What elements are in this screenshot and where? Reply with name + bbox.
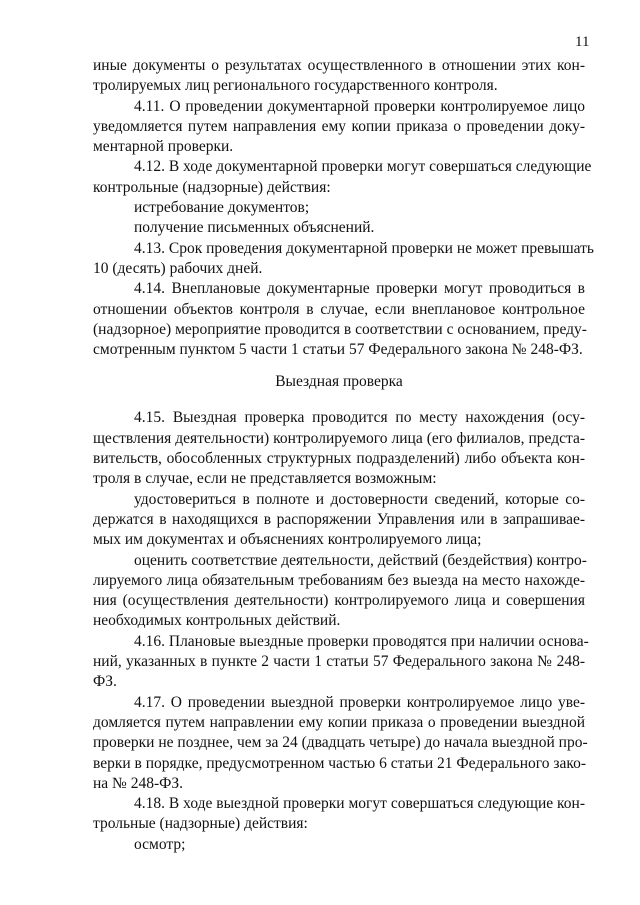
text-line: смотренным пунктом 5 части 1 статьи 57 Федерального закона № 248-ФЗ. [93, 341, 583, 359]
text-line: необходимых контрольных действий. [93, 612, 341, 630]
text-line: иные документы о результатах осуществленного в отношении этих кон- [93, 57, 585, 74]
text-line: ний, указанных в пункте 2 части 1 статьи 57 Федерального закона № 248- [93, 653, 585, 671]
text-line: ФЗ. [93, 673, 117, 691]
text-line: уведомляется путем направления ему копии приказа о проведении доку- [93, 117, 585, 135]
text-line: мых им документах и объяснениях контролируемого лица; [93, 531, 482, 549]
text-line: верки в порядке, предусмотренном частью 6 статьи 21 Федерального зако- [93, 754, 586, 772]
document-body [93, 56, 594, 855]
text-line: 4.11. О проведении документарной проверки контролируемое лицо [134, 97, 585, 115]
text-line: тролируемых лиц регионального государственного контроля. [93, 77, 498, 95]
text-line: проверки не позднее, чем за 24 (двадцать четыре) до начала выездной про- [93, 734, 588, 752]
page-number: 11 [575, 34, 590, 50]
text-line: лируемого лица обязательным требованиям без выезда на место нахожде- [93, 571, 585, 589]
text-line: отношении объектов контроля в случае, если внеплановое контрольное [93, 300, 585, 318]
text-line: 4.18. В ходе выездной проверки могут совершаться следующие кон- [134, 795, 585, 813]
text-line: вительств, обособленных структурных подразделений) либо объекта кон- [93, 450, 585, 468]
text-line: ния (осуществления деятельности) контролируемого лица и совершения [93, 592, 585, 610]
text-line: 4.14. Внеплановые документарные проверки могут проводиться в [134, 280, 585, 298]
text-line: 10 (десять) рабочих дней. [93, 259, 263, 277]
text-line: трольные (надзорные) действия: [93, 815, 308, 833]
text-line: осмотр; [134, 835, 186, 853]
text-line: 4.17. О проведении выездной проверки контролируемое лицо уве- [134, 693, 585, 711]
text-line: домляется путем направлении ему копии приказа о проведении выездной [93, 713, 585, 731]
text-line: троля в случае, если не представляется возможным: [93, 470, 437, 488]
text-line: оценить соответствие деятельности, действий (бездействия) контро- [134, 551, 587, 569]
text-line: истребование документов; [134, 199, 310, 217]
text-line: ментарной проверки. [93, 138, 234, 156]
text-line: 4.12. В ходе документарной проверки могут совершаться следующие [134, 158, 592, 176]
text-line: 4.13. Срок проведения документарной проверки не может превышать [134, 239, 594, 257]
text-line: получение письменных объяснений. [134, 219, 375, 237]
text-line: 4.15. Выездная проверка проводится по месту нахождения (осу- [134, 409, 585, 427]
text-line: держатся в находящихся в распоряжении Управления или в запрашивае- [93, 510, 585, 528]
text-line: 4.16. Плановые выездные проверки проводятся при наличии основа- [134, 632, 589, 650]
text-line: (надзорное) мероприятие проводится в соответствии с основанием, преду- [93, 320, 587, 338]
text-line: на № 248-ФЗ. [93, 774, 184, 792]
text-line: ществления деятельности) контролируемого лица (его филиалов, предста- [93, 429, 585, 447]
text-line: контрольные (надзорные) действия: [93, 178, 331, 196]
text-line: удостовериться в полноте и достоверности сведений, которые со- [134, 490, 585, 508]
text-block-before-heading [93, 56, 594, 360]
section-heading: Выездная проверка [275, 373, 403, 391]
text-block-after-heading [93, 408, 589, 855]
